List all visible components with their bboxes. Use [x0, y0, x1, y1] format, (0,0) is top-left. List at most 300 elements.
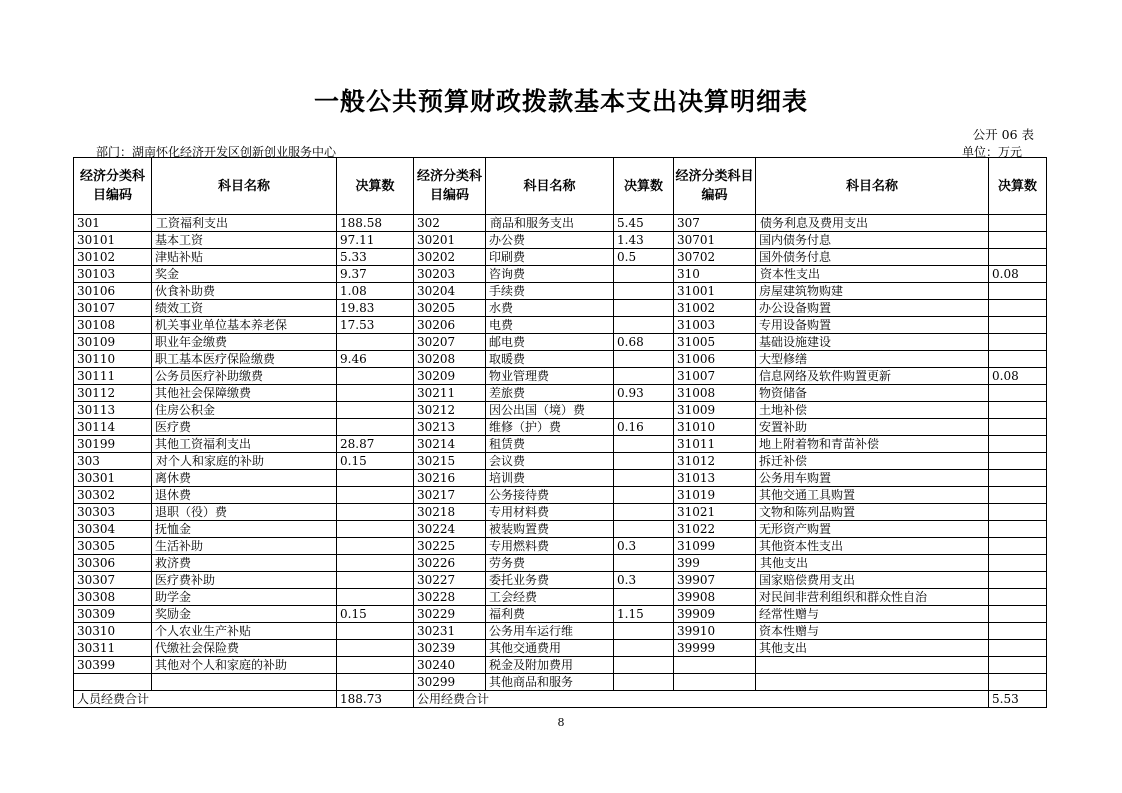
name-cell: 工资福利支出: [152, 215, 337, 232]
amount-cell: [614, 470, 674, 487]
code-cell: 30307: [74, 572, 152, 589]
code-cell: 30199: [74, 436, 152, 453]
amount-cell: [614, 368, 674, 385]
table-row: [74, 470, 1047, 487]
name-cell: [756, 657, 989, 674]
name-cell: 地上附着物和青苗补偿: [756, 436, 989, 453]
amount-cell: [989, 470, 1047, 487]
name-cell: 代缴社会保险费: [152, 640, 337, 657]
amount-cell: [614, 657, 674, 674]
amount-cell: [614, 436, 674, 453]
code-cell: 30111: [74, 368, 152, 385]
name-cell: 咨询费: [486, 266, 614, 283]
code-cell: 31022: [674, 521, 756, 538]
amount-cell: 188.58: [337, 215, 414, 232]
name-cell: 国外债务付息: [756, 249, 989, 266]
code-cell: 30203: [414, 266, 486, 283]
code-cell: 31003: [674, 317, 756, 334]
name-cell: 土地补偿: [756, 402, 989, 419]
code-cell: 399: [674, 555, 756, 572]
amount-cell: [337, 402, 414, 419]
name-cell: 房屋建筑物购建: [756, 283, 989, 300]
amount-cell: [337, 419, 414, 436]
header-name-1: 科目名称: [152, 158, 337, 215]
amount-cell: [989, 334, 1047, 351]
amount-cell: [337, 504, 414, 521]
name-cell: 救济费: [152, 555, 337, 572]
amount-cell: 5.33: [337, 249, 414, 266]
amount-cell: 1.15: [614, 606, 674, 623]
amount-cell: [989, 555, 1047, 572]
amount-cell: [337, 538, 414, 555]
name-cell: 专用燃料费: [486, 538, 614, 555]
name-cell: 债务利息及费用支出: [756, 215, 989, 232]
name-cell: 公务员医疗补助缴费: [152, 368, 337, 385]
form-number: 公开 06 表: [972, 127, 1034, 142]
name-cell: 拆迁补偿: [756, 453, 989, 470]
name-cell: 其他资本性支出: [756, 538, 989, 555]
name-cell: 退休费: [152, 487, 337, 504]
name-cell: 商品和服务支出: [486, 215, 614, 232]
code-cell: 30218: [414, 504, 486, 521]
amount-cell: [989, 572, 1047, 589]
table-row: [74, 351, 1047, 368]
name-cell: 基本工资: [152, 232, 337, 249]
page-number: 8: [557, 716, 565, 729]
code-cell: 30239: [414, 640, 486, 657]
table-row: [74, 215, 1047, 232]
header-name-3: 科目名称: [756, 158, 989, 215]
amount-cell: [989, 351, 1047, 368]
amount-cell: 0.08: [989, 266, 1047, 283]
name-cell: 文物和陈列品购置: [756, 504, 989, 521]
name-cell: 印刷费: [486, 249, 614, 266]
name-cell: 退职（役）费: [152, 504, 337, 521]
amount-cell: 0.15: [337, 606, 414, 623]
amount-cell: 0.3: [614, 538, 674, 555]
name-cell: 办公费: [486, 232, 614, 249]
code-cell: 31013: [674, 470, 756, 487]
amount-cell: 17.53: [337, 317, 414, 334]
amount-cell: [337, 623, 414, 640]
table-row: [74, 589, 1047, 606]
name-cell: 其他社会保障缴费: [152, 385, 337, 402]
name-cell: 医疗费补助: [152, 572, 337, 589]
name-cell: 培训费: [486, 470, 614, 487]
amount-cell: [989, 232, 1047, 249]
table-row: [74, 317, 1047, 334]
code-cell: 30208: [414, 351, 486, 368]
code-cell: 30308: [74, 589, 152, 606]
code-cell: 30225: [414, 538, 486, 555]
table-row: [74, 555, 1047, 572]
amount-cell: [989, 521, 1047, 538]
amount-cell: [989, 504, 1047, 521]
amount-cell: [337, 334, 414, 351]
table-row: [74, 453, 1047, 470]
header-name-2: 科目名称: [486, 158, 614, 215]
name-cell: 津贴补贴: [152, 249, 337, 266]
code-cell: 30214: [414, 436, 486, 453]
code-cell: 31008: [674, 385, 756, 402]
code-cell: 30227: [414, 572, 486, 589]
code-cell: 30109: [74, 334, 152, 351]
header-amount-3: 决算数: [989, 158, 1047, 215]
amount-cell: [989, 453, 1047, 470]
code-cell: 39907: [674, 572, 756, 589]
header-code-3: 经济分类科目编码: [674, 158, 756, 215]
code-cell: [674, 674, 756, 691]
amount-cell: [989, 249, 1047, 266]
code-cell: 31009: [674, 402, 756, 419]
amount-cell: 0.08: [989, 368, 1047, 385]
amount-cell: 0.68: [614, 334, 674, 351]
amount-cell: [337, 555, 414, 572]
name-cell: 奖金: [152, 266, 337, 283]
code-cell: 30107: [74, 300, 152, 317]
table-row: [74, 572, 1047, 589]
amount-cell: [989, 402, 1047, 419]
name-cell: 因公出国（境）费: [486, 402, 614, 419]
name-cell: 会议费: [486, 453, 614, 470]
amount-cell: [989, 317, 1047, 334]
amount-cell: [989, 657, 1047, 674]
name-cell: 手续费: [486, 283, 614, 300]
table-row: [74, 674, 1047, 691]
name-cell: 其他工资福利支出: [152, 436, 337, 453]
amount-cell: 28.87: [337, 436, 414, 453]
code-cell: 30399: [74, 657, 152, 674]
amount-cell: 1.43: [614, 232, 674, 249]
code-cell: 30306: [74, 555, 152, 572]
name-cell: 住房公积金: [152, 402, 337, 419]
amount-cell: [337, 487, 414, 504]
name-cell: 办公设备购置: [756, 300, 989, 317]
amount-cell: [989, 419, 1047, 436]
code-cell: 30202: [414, 249, 486, 266]
code-cell: 30201: [414, 232, 486, 249]
amount-cell: [989, 283, 1047, 300]
code-cell: 30211: [414, 385, 486, 402]
header-code-1: 经济分类科目编码: [74, 158, 152, 215]
name-cell: 公务用车购置: [756, 470, 989, 487]
code-cell: 30204: [414, 283, 486, 300]
code-cell: 31011: [674, 436, 756, 453]
name-cell: 工会经费: [486, 589, 614, 606]
table-row: [74, 249, 1047, 266]
name-cell: 物资储备: [756, 385, 989, 402]
amount-cell: [989, 674, 1047, 691]
table-row: [74, 283, 1047, 300]
amount-cell: 0.3: [614, 572, 674, 589]
table-row: [74, 334, 1047, 351]
amount-cell: [989, 215, 1047, 232]
code-cell: 39999: [674, 640, 756, 657]
table-row: [74, 521, 1047, 538]
table-row: [74, 436, 1047, 453]
name-cell: 经常性赠与: [756, 606, 989, 623]
department-label: 部门：湖南怀化经济开发区创新创业服务中心: [96, 145, 337, 159]
code-cell: 30226: [414, 555, 486, 572]
personnel-total-value: 188.73: [337, 691, 414, 708]
code-cell: 30216: [414, 470, 486, 487]
table-row: [74, 606, 1047, 623]
amount-cell: [337, 674, 414, 691]
amount-cell: 1.08: [337, 283, 414, 300]
name-cell: 劳务费: [486, 555, 614, 572]
name-cell: 其他支出: [756, 555, 989, 572]
name-cell: 职业年金缴费: [152, 334, 337, 351]
name-cell: 邮电费: [486, 334, 614, 351]
code-cell: 30311: [74, 640, 152, 657]
code-cell: 30102: [74, 249, 152, 266]
code-cell: 30217: [414, 487, 486, 504]
name-cell: 对个人和家庭的补助: [152, 453, 337, 470]
amount-cell: [337, 640, 414, 657]
expenditure-table: [73, 157, 1047, 708]
name-cell: 职工基本医疗保险缴费: [152, 351, 337, 368]
code-cell: 301: [74, 215, 152, 232]
name-cell: [152, 674, 337, 691]
amount-cell: [989, 487, 1047, 504]
code-cell: 30302: [74, 487, 152, 504]
name-cell: 信息网络及软件购置更新: [756, 368, 989, 385]
amount-cell: [614, 589, 674, 606]
code-cell: 30224: [414, 521, 486, 538]
code-cell: 30304: [74, 521, 152, 538]
code-cell: 303: [74, 453, 152, 470]
code-cell: 31001: [674, 283, 756, 300]
code-cell: 30303: [74, 504, 152, 521]
amount-cell: 0.15: [337, 453, 414, 470]
name-cell: 机关事业单位基本养老保: [152, 317, 337, 334]
amount-cell: 9.37: [337, 266, 414, 283]
name-cell: 医疗费: [152, 419, 337, 436]
table-row: [74, 232, 1047, 249]
name-cell: 基础设施建设: [756, 334, 989, 351]
name-cell: 安置补助: [756, 419, 989, 436]
table-row: [74, 623, 1047, 640]
code-cell: 30231: [414, 623, 486, 640]
name-cell: 国家赔偿费用支出: [756, 572, 989, 589]
code-cell: 30206: [414, 317, 486, 334]
code-cell: 307: [674, 215, 756, 232]
name-cell: 公务用车运行维: [486, 623, 614, 640]
amount-cell: 9.46: [337, 351, 414, 368]
code-cell: 30207: [414, 334, 486, 351]
code-cell: 30103: [74, 266, 152, 283]
totals-row: [74, 691, 1047, 708]
table-row: [74, 402, 1047, 419]
code-cell: 30701: [674, 232, 756, 249]
table-row: [74, 419, 1047, 436]
amount-cell: [614, 555, 674, 572]
amount-cell: [337, 521, 414, 538]
name-cell: 电费: [486, 317, 614, 334]
table-row: [74, 368, 1047, 385]
amount-cell: [989, 538, 1047, 555]
amount-cell: [614, 402, 674, 419]
name-cell: 租赁费: [486, 436, 614, 453]
name-cell: 生活补助: [152, 538, 337, 555]
code-cell: 30205: [414, 300, 486, 317]
name-cell: 水费: [486, 300, 614, 317]
name-cell: 对民间非营利组织和群众性自治: [756, 589, 989, 606]
code-cell: 30215: [414, 453, 486, 470]
name-cell: 其他支出: [756, 640, 989, 657]
code-cell: 30106: [74, 283, 152, 300]
page-title: 一般公共预算财政拨款基本支出决算明细表: [313, 87, 808, 116]
amount-cell: [337, 589, 414, 606]
public-total-label: 公用经费合计: [414, 691, 989, 708]
amount-cell: [337, 572, 414, 589]
code-cell: 39910: [674, 623, 756, 640]
amount-cell: 19.83: [337, 300, 414, 317]
name-cell: 差旅费: [486, 385, 614, 402]
name-cell: 助学金: [152, 589, 337, 606]
name-cell: 抚恤金: [152, 521, 337, 538]
amount-cell: [337, 385, 414, 402]
name-cell: 福利费: [486, 606, 614, 623]
code-cell: 30114: [74, 419, 152, 436]
header-amount-2: 决算数: [614, 158, 674, 215]
amount-cell: 0.16: [614, 419, 674, 436]
name-cell: 资本性赠与: [756, 623, 989, 640]
code-cell: 31099: [674, 538, 756, 555]
amount-cell: [614, 453, 674, 470]
amount-cell: [614, 521, 674, 538]
name-cell: 无形资产购置: [756, 521, 989, 538]
name-cell: 其他交通工具购置: [756, 487, 989, 504]
table-row: [74, 640, 1047, 657]
amount-cell: [989, 385, 1047, 402]
public-total-value: 5.53: [989, 691, 1047, 708]
table-row: [74, 657, 1047, 674]
code-cell: 30309: [74, 606, 152, 623]
name-cell: 税金及附加费用: [486, 657, 614, 674]
amount-cell: [337, 657, 414, 674]
code-cell: 30229: [414, 606, 486, 623]
table-row: [74, 266, 1047, 283]
code-cell: 30702: [674, 249, 756, 266]
code-cell: 31006: [674, 351, 756, 368]
code-cell: 30209: [414, 368, 486, 385]
code-cell: 30110: [74, 351, 152, 368]
name-cell: 其他交通费用: [486, 640, 614, 657]
code-cell: 31019: [674, 487, 756, 504]
code-cell: 30113: [74, 402, 152, 419]
table-header-row: [74, 158, 1047, 215]
code-cell: 31010: [674, 419, 756, 436]
name-cell: [756, 674, 989, 691]
personnel-total-label: 人员经费合计: [74, 691, 337, 708]
code-cell: 31005: [674, 334, 756, 351]
header-code-2: 经济分类科目编码: [414, 158, 486, 215]
code-cell: 31012: [674, 453, 756, 470]
code-cell: 30228: [414, 589, 486, 606]
amount-cell: [337, 470, 414, 487]
amount-cell: [614, 487, 674, 504]
table-row: [74, 300, 1047, 317]
amount-cell: [337, 368, 414, 385]
name-cell: 专用设备购置: [756, 317, 989, 334]
name-cell: 物业管理费: [486, 368, 614, 385]
name-cell: 绩效工资: [152, 300, 337, 317]
name-cell: 专用材料费: [486, 504, 614, 521]
table-row: [74, 538, 1047, 555]
code-cell: 30212: [414, 402, 486, 419]
code-cell: 30299: [414, 674, 486, 691]
name-cell: 被装购置费: [486, 521, 614, 538]
code-cell: 39908: [674, 589, 756, 606]
table-row: [74, 504, 1047, 521]
amount-cell: [989, 623, 1047, 640]
amount-cell: [614, 351, 674, 368]
amount-cell: [614, 623, 674, 640]
code-cell: 30310: [74, 623, 152, 640]
name-cell: 其他商品和服务: [486, 674, 614, 691]
code-cell: [674, 657, 756, 674]
table-body: [74, 215, 1047, 691]
amount-cell: 97.11: [337, 232, 414, 249]
amount-cell: [989, 640, 1047, 657]
code-cell: 39909: [674, 606, 756, 623]
name-cell: 其他对个人和家庭的补助: [152, 657, 337, 674]
unit-label: 单位：万元: [961, 145, 1022, 159]
code-cell: 31002: [674, 300, 756, 317]
code-cell: 31007: [674, 368, 756, 385]
code-cell: 310: [674, 266, 756, 283]
code-cell: 30101: [74, 232, 152, 249]
amount-cell: [614, 674, 674, 691]
code-cell: 30301: [74, 470, 152, 487]
amount-cell: [614, 283, 674, 300]
name-cell: 个人农业生产补贴: [152, 623, 337, 640]
name-cell: 委托业务费: [486, 572, 614, 589]
name-cell: 离休费: [152, 470, 337, 487]
table-row: [74, 487, 1047, 504]
name-cell: 伙食补助费: [152, 283, 337, 300]
code-cell: 302: [414, 215, 486, 232]
name-cell: 资本性支出: [756, 266, 989, 283]
amount-cell: [614, 317, 674, 334]
code-cell: 31021: [674, 504, 756, 521]
name-cell: 维修（护）费: [486, 419, 614, 436]
amount-cell: [989, 300, 1047, 317]
amount-cell: 0.93: [614, 385, 674, 402]
code-cell: [74, 674, 152, 691]
code-cell: 30240: [414, 657, 486, 674]
name-cell: 奖励金: [152, 606, 337, 623]
name-cell: 公务接待费: [486, 487, 614, 504]
code-cell: 30213: [414, 419, 486, 436]
amount-cell: 5.45: [614, 215, 674, 232]
code-cell: 30305: [74, 538, 152, 555]
amount-cell: [989, 436, 1047, 453]
amount-cell: 0.5: [614, 249, 674, 266]
amount-cell: [614, 504, 674, 521]
amount-cell: [989, 589, 1047, 606]
name-cell: 大型修缮: [756, 351, 989, 368]
code-cell: 30108: [74, 317, 152, 334]
amount-cell: [989, 606, 1047, 623]
name-cell: 国内债务付息: [756, 232, 989, 249]
code-cell: 30112: [74, 385, 152, 402]
amount-cell: [614, 266, 674, 283]
amount-cell: [614, 640, 674, 657]
header-amount-1: 决算数: [337, 158, 414, 215]
name-cell: 取暖费: [486, 351, 614, 368]
